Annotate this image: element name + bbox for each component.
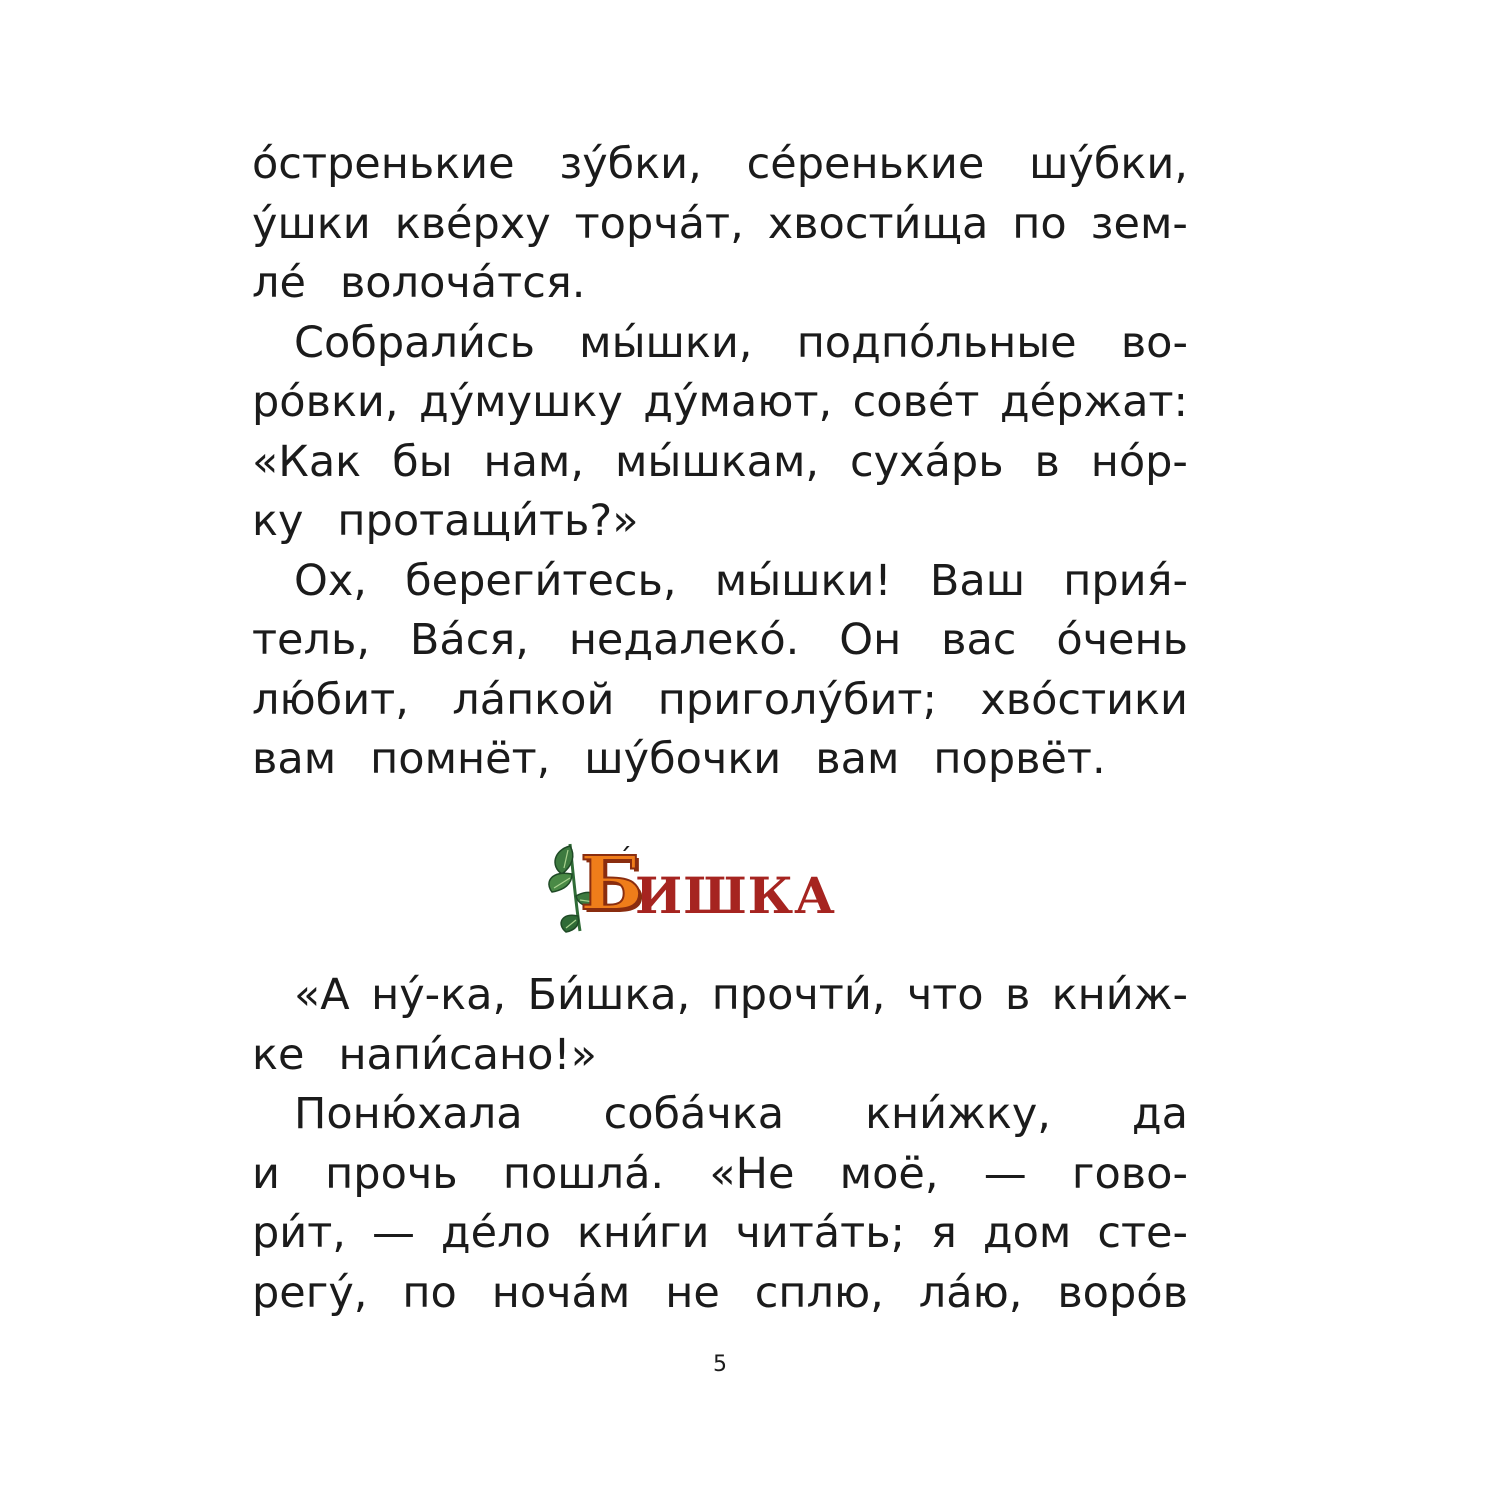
word: прочти́, [711,970,886,1020]
word: напи́сано!» [338,1029,597,1080]
word: тель, [252,615,370,665]
word: кве́рху [394,198,551,249]
word: ду́мушку [419,377,623,427]
word: Ваш [929,555,1026,606]
word: бы [392,436,453,487]
word: Ох, [294,555,367,606]
text-line [252,730,1188,790]
word: мы́шки! [714,555,892,606]
word: сове́т [852,377,980,427]
word: торча́т, [574,198,744,249]
word: суха́рь [850,436,1004,487]
word: ну́-ка, [371,970,507,1020]
word: хво́стики [980,674,1188,725]
word: помнёт, [370,734,551,784]
word: ноча́м [491,1267,631,1318]
word: гово- [1071,1148,1188,1199]
word: де́ло [440,1208,551,1258]
word: соба́чка [603,1089,785,1139]
heading-initial: Б [580,841,644,927]
word: зем- [1090,198,1188,249]
text-line [252,1204,1188,1264]
word: о́чень [1056,615,1188,665]
text-line [252,492,1188,552]
word: во- [1120,317,1188,368]
word: подпо́льные [796,317,1077,368]
word: порвёт. [933,734,1106,784]
word: шу́бки, [1029,139,1188,189]
word: вам [815,734,900,784]
word: вам [252,734,337,784]
word: в [1034,436,1060,487]
word: ле́ [252,258,306,308]
text-line [252,966,1188,1026]
word: сте- [1097,1208,1188,1258]
word: прия́- [1063,555,1188,606]
word: — [371,1208,415,1258]
word: ла́ю, [918,1267,1023,1318]
text-line [252,611,1188,671]
text-line [252,314,1188,374]
text-block-2 [252,966,1188,1323]
word: береги́тесь, [405,555,677,606]
word: ри́т, [252,1208,346,1258]
word: протащи́ть?» [337,496,639,546]
word: у́шки [252,198,371,249]
word: «А [294,970,350,1020]
page-number: 5 [713,1352,727,1377]
word: ду́мают, [643,377,833,427]
word: «Не [709,1148,795,1199]
word: не [665,1267,720,1318]
word: по [402,1267,457,1318]
word: о́стренькие [252,139,515,189]
word: шу́бочки [584,734,782,784]
word: мы́шки, [579,317,753,368]
word: Собрали́сь [294,317,535,368]
text-line [252,1264,1188,1324]
word: зу́бки, [559,139,702,189]
word: се́ренькие [746,139,985,189]
word: лю́бит, [252,674,409,725]
word: мы́шкам, [614,436,820,487]
heading-title-rest: ИШКА [635,866,836,925]
word: моё, [839,1148,939,1199]
word: и [252,1148,280,1199]
word: приголу́бит; [657,674,937,725]
text-line [252,373,1188,433]
word: но́р- [1090,436,1188,487]
word: воро́в [1057,1267,1188,1318]
word: нам, [483,436,585,487]
word: я [931,1208,957,1258]
word: «Как [252,436,362,487]
text-line [252,1085,1188,1145]
story-heading [540,836,840,936]
word: недалеко́. [568,615,800,665]
word: чита́ть; [735,1208,906,1258]
word: ла́пкой [452,674,615,725]
word: ке [252,1029,305,1080]
word: Ва́ся, [409,615,529,665]
word: вас [941,615,1017,665]
word: Би́шка, [527,970,691,1020]
word: сплю, [754,1267,884,1318]
word: кни́жку, [865,1089,1051,1139]
word: в [1004,970,1031,1020]
word: да [1131,1089,1188,1139]
word: дом [982,1208,1072,1258]
word: ку [252,496,304,546]
text-line [252,1145,1188,1205]
word: регу́, [252,1267,368,1318]
text-line [252,195,1188,255]
text-line [252,135,1188,195]
word: волоча́тся. [339,258,586,308]
word: Он [839,615,902,665]
text-block-1 [252,135,1188,790]
word: Поню́хала [294,1089,523,1139]
word: де́ржат: [999,377,1188,427]
text-line [252,1026,1188,1086]
word: по [1012,198,1067,249]
word: кни́ги [576,1208,710,1258]
text-line [252,433,1188,493]
word: ро́вки, [252,377,399,427]
word: — [983,1148,1027,1199]
word: что [906,970,984,1020]
word: пошла́. [502,1148,665,1199]
word: кни́ж- [1051,970,1188,1020]
text-line [252,552,1188,612]
word: прочь [325,1148,458,1199]
word: хвости́ща [767,198,989,249]
text-line [252,254,1188,314]
text-line [252,671,1188,731]
